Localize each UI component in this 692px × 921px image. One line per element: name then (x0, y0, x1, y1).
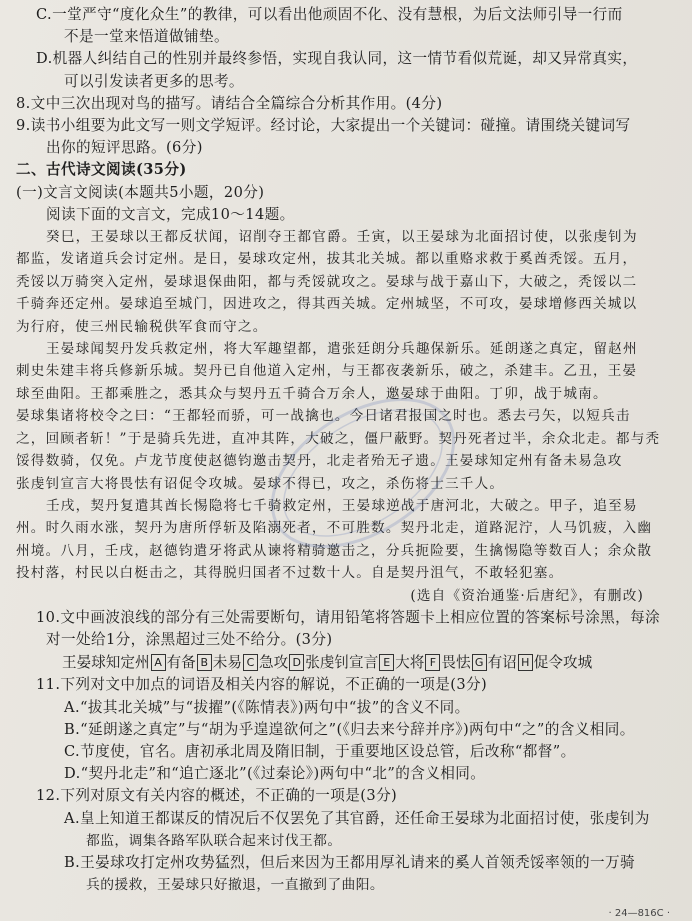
lines-line: 二、古代诗文阅读(35分) (16, 161, 187, 179)
q10-sentence-marks (16, 651, 678, 674)
lines-line: 州。时久雨水涨，契丹为唐所俘斩及陷溺死者，不可胜数。契丹北走，道路泥泞，人马饥疲，入幽 (16, 520, 653, 537)
answer-box-a[interactable]: A (151, 654, 166, 671)
q10-segment: 王晏球知定州 (62, 654, 150, 672)
lines-line: 9.读书小组要为此文写一则文学短评。经讨论，大家提出一个关键词：碰撞。请围绕关键词写 (16, 117, 631, 135)
lines-line: 刺史朱建丰将兵修新乐城。契丹已自他道入定州，与王都夜袭新乐，破之，杀建丰。乙丑，王晏 (16, 363, 638, 380)
lines-line: 馁得数骑，仅免。卢龙节度使赵德钧邀击契丹，北走者殆无孑遗。王晏球知定州有备未易急攻 (16, 453, 623, 470)
lines-line: C.一堂严守“度化众生”的教律，可以看出他顽固不化、没有慧根，为后文法师引导一行而 (36, 6, 623, 23)
q10-segment: 未易 (212, 654, 242, 672)
lines-line: 10.文中画波浪线的部分有三处需要断句，请用铅笔将答题卡上相应位置的答案标号涂黑，每涂 (36, 608, 661, 626)
lines-line: 阅读下面的文言文，完成10～14题。 (46, 205, 295, 223)
q10-segment: 有备 (166, 654, 196, 672)
q10-segment: 畏怯 (441, 654, 471, 672)
answer-box-f[interactable]: F (425, 654, 440, 671)
lines-line: 都监，发诸道兵会讨定州。是日，晏球攻定州，拔其北关城。都以重赂求救于奚酋秃馁。五月， (16, 251, 638, 268)
q10-segment: 大将 (395, 654, 425, 672)
text-block-bottom (16, 674, 678, 896)
lines-line: 州境。八月，壬戌，赵德钧遣牙将武从谏将精骑邀击之，分兵扼险要，生擒惕隐等数百人；余众散 (16, 542, 653, 559)
lines2-line: A.“拔其北关城”与“拔擢”(《陈情表》)两句中“拔”的含义不同。 (64, 698, 470, 716)
lines-line: 王晏球闻契丹发兵救定州，将大军趣望都，遣张廷朗分兵趣保新乐。延朗遂之真定，留赵州 (46, 341, 638, 358)
answer-box-d[interactable]: D (289, 654, 304, 671)
q10-segment: 有诏 (487, 654, 517, 672)
lines-line: 癸巳，王晏球以王都反状闻，诏削夺王都官爵。壬寅，以王晏球为北面招讨使，以张虔钊为 (46, 229, 638, 246)
lines-line: 张虔钊宣言大将畏怯有诏促令攻城。晏球不得已，攻之，杀伤将士三千人。 (16, 475, 505, 492)
lines2-line: B.“延朗遂之真定”与“胡为乎遑遑欲何之”(《归去来兮辞并序》)两句中“之”的含义相同。 (64, 720, 635, 738)
lines-line: 球至曲阳。王都乘胜之，悉其众与契丹五千骑合万余人，邀晏球于曲阳。丁卯，战于城南。 (16, 385, 608, 402)
answer-box-h[interactable]: H (518, 654, 533, 671)
page-footer: · 24—816C · (608, 908, 670, 919)
text-block-top (16, 4, 678, 651)
lines-line: 壬戌，契丹复遣其酋长惕隐将七千骑救定州，王晏球逆战于唐河北，大破之。甲子，追至易 (46, 497, 638, 514)
lines2-line: C.节度使，官名。唐初承北周及隋旧制，于重要地区设总管，后改称“都督”。 (64, 742, 576, 760)
lines2-line: D.“契丹北走”和“追亡逐北”(《过秦论》)两句中“北”的含义相同。 (64, 765, 486, 783)
lines-line: 出你的短评思路。(6分) (46, 139, 203, 157)
answer-box-e[interactable]: E (379, 654, 394, 671)
lines-line: 可以引发读者更多的思考。 (64, 72, 244, 90)
lines-line: 之，回顾者斩！”于是骑兵先进，直冲其阵，大破之，僵尸蔽野。契丹死者过半，余众北走。都与秃 (16, 430, 661, 447)
lines-line: 投村落，村民以白梃击之，其得脱归国者不过数十人。自是契丹沮气，不敢轻犯塞。 (16, 565, 564, 582)
lines-line: 晏球集诸将校令之曰：“王都轻而骄，可一战擒也。今日诸君报国之时也。悉去弓矢，以短兵击 (16, 408, 631, 425)
lines-line: 不是一堂来悟道做铺垫。 (64, 28, 229, 46)
lines-line: 秃馁以万骑突入定州，晏球退保曲阳，都与秃馁就攻之。晏球与战于嘉山下，大破之，秃馁以二 (16, 273, 638, 290)
lines2-line: A.皇上知道王都谋反的情况后不仅罢免了其官爵，还任命王晏球为北面招讨使，张虔钊为 (64, 809, 650, 827)
q10-segment: 促令攻城 (533, 654, 593, 672)
lines-line: D.机器人纠结自己的性别并最终参悟，实现自我认同，这一情节看似荒诞，却又异常真实， (36, 50, 638, 68)
lines-line: 对一处给1分，涂黑超过三处不给分。(3分) (46, 631, 333, 649)
q10-segment: 张虔钊宣言 (305, 654, 379, 672)
answer-box-g[interactable]: G (472, 654, 487, 671)
lines2-line: 11.下列对文中加点的词语及相关内容的解说，不正确的一项是(3分) (36, 676, 488, 694)
lines2-line: B.王晏球攻打定州攻势猛烈，但后来因为王都用厚礼请来的奚人首领秃馁率领的一万骑 (64, 853, 635, 871)
answer-box-b[interactable]: B (197, 654, 212, 671)
lines2-line: 都监，调集各路军队联合起来讨伐王都。 (86, 832, 342, 849)
lines2-line: 12.下列对原文有关内容的概述，不正确的一项是(3分) (36, 787, 398, 805)
lines-line: 为行府，使三州民输税供军食而守之。 (16, 318, 268, 335)
lines-line: (选自《资治通鉴·后唐纪》，有删改) (410, 587, 644, 604)
lines2-line: 兵的援救，王晏球只好撤退，一直撤到了曲阳。 (86, 876, 385, 893)
answer-box-c[interactable]: C (243, 654, 258, 671)
q10-segment: 急攻 (258, 654, 289, 672)
lines-line: (一)文言文阅读(本题共5小题，20分) (16, 183, 265, 201)
lines-line: 8.文中三次出现对鸟的描写。请结合全篇综合分析其作用。(4分) (16, 94, 443, 112)
lines-line: 千骑奔还定州。晏球追至城门，因进攻之，得其西关城。定州城坚，不可攻，晏球增修西关城以 (16, 296, 638, 313)
